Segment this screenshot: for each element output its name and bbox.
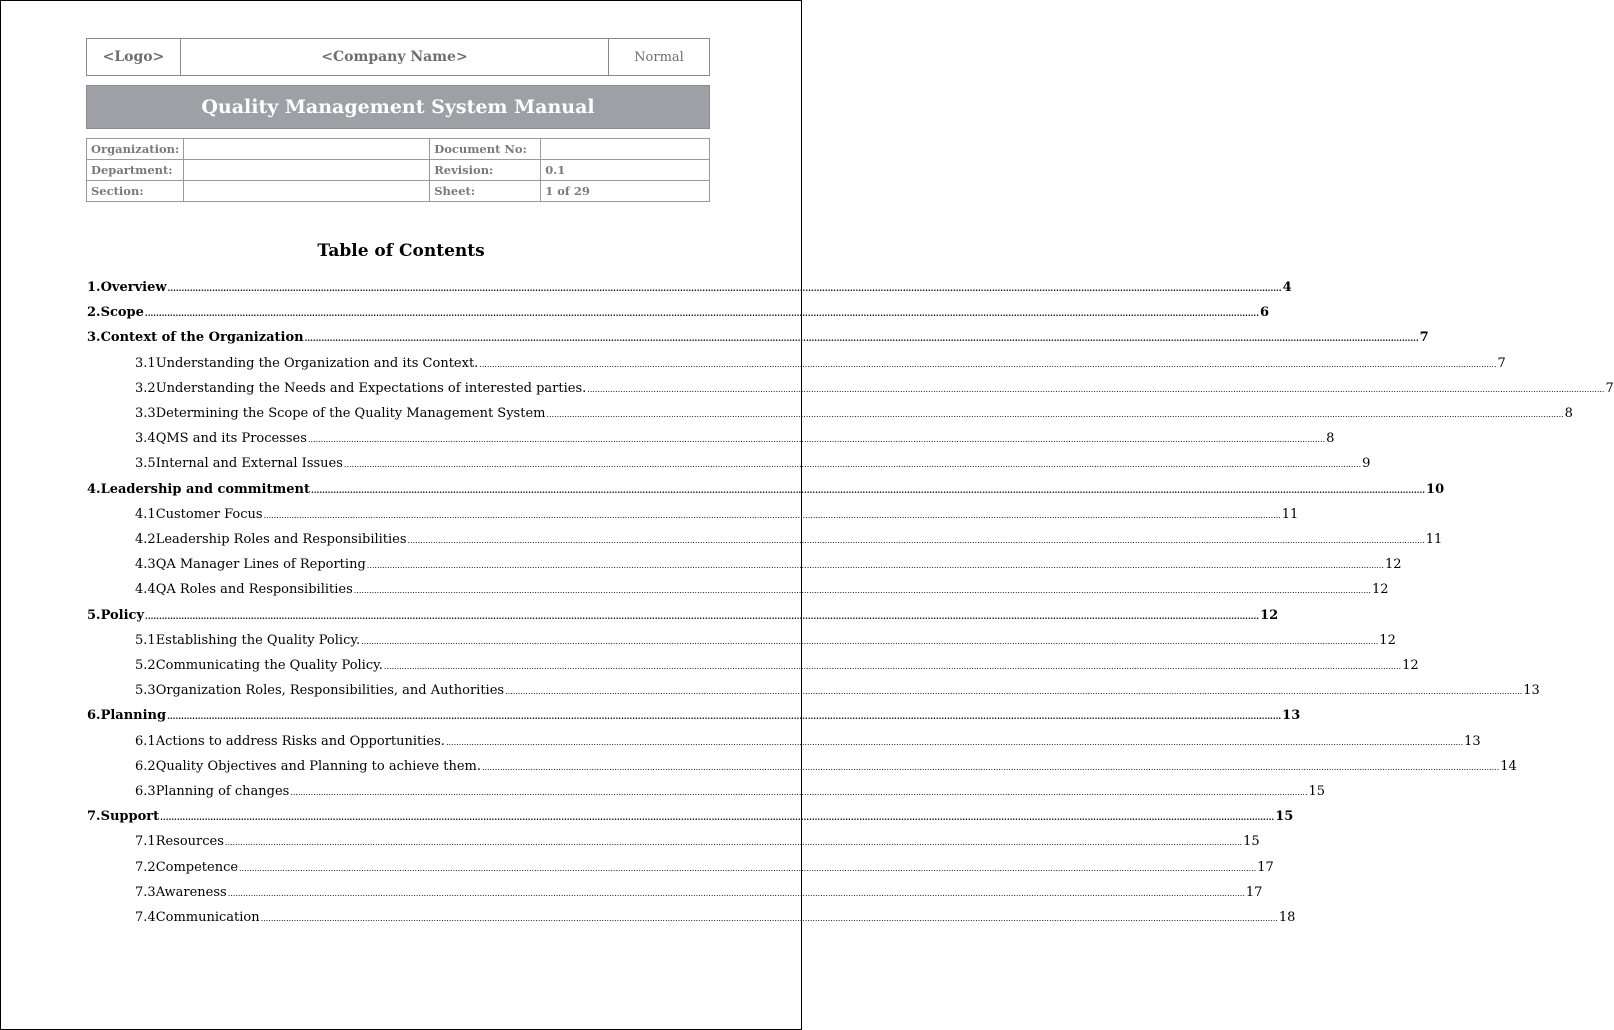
toc-entry-page: 13 <box>1464 733 1481 749</box>
document-no-value <box>541 139 710 160</box>
toc-entry-page: 8 <box>1564 406 1573 421</box>
toc-entry-page: 17 <box>1245 884 1263 900</box>
toc-subsection-entry[interactable] <box>135 884 1263 905</box>
department-value <box>184 160 430 181</box>
toc-entry-title: Leadership and commitment <box>100 481 310 497</box>
toc-entry-number: 5. <box>87 607 101 623</box>
toc-entry-title: Establishing the Quality Policy. <box>155 632 361 648</box>
toc-entry-page: 10 <box>1426 481 1445 497</box>
toc-entry-number: 3.1 <box>135 355 156 371</box>
toc-subsection-entry[interactable] <box>135 355 1506 376</box>
toc-entry-number: 4. <box>87 481 101 497</box>
toc-entry-number: 4.2 <box>135 532 156 547</box>
toc-dot-leader: ................................................................................................................................................................................................................................................................................................................................................................................................................ <box>260 914 1278 923</box>
toc-entry-title: Resources <box>155 834 224 850</box>
toc-entry-page: 15 <box>1308 784 1326 799</box>
toc-entry-page: 7 <box>1605 380 1614 396</box>
toc-dot-leader: ................................................................................................................................................................................................................................................................................................................................................................................................................ <box>224 838 1243 848</box>
document-header <box>86 38 710 76</box>
toc-subsection-entry[interactable] <box>135 784 1326 804</box>
toc-entry-title: Support <box>100 809 160 825</box>
toc-section-entry[interactable] <box>87 708 1301 728</box>
toc-dot-leader: ................................................................................................................................................................................................................................................................................................................................................................................................................ <box>144 308 1259 319</box>
toc-entry-title: Communicating the Quality Policy. <box>155 658 383 673</box>
toc-entry-title: Overview <box>100 280 167 295</box>
toc-entry-title: Determining the Scope of the Quality Management System <box>155 406 546 421</box>
logo-placeholder: <Logo> <box>87 39 181 75</box>
toc-entry-number: 3.2 <box>135 380 156 396</box>
toc-entry-title: Communication <box>155 910 260 925</box>
toc-dot-leader: ................................................................................................................................................................................................................................................................................................................................................................................................................ <box>445 737 1464 747</box>
toc-entry-page: 14 <box>1500 758 1517 774</box>
toc-entry-number: 7.3 <box>135 884 156 900</box>
toc-title: Table of Contents <box>317 241 485 261</box>
toc-entry-title: Internal and External Issues <box>155 456 343 472</box>
toc-entry-page: 13 <box>1282 708 1301 724</box>
toc-entry-title: Leadership Roles and Responsibilities <box>155 532 407 547</box>
toc-subsection-entry[interactable] <box>135 733 1481 754</box>
toc-subsection-entry[interactable] <box>135 910 1296 930</box>
toc-dot-leader: ................................................................................................................................................................................................................................................................................................................................................................................................................ <box>307 435 1326 445</box>
toc-dot-leader: ................................................................................................................................................................................................................................................................................................................................................................................................................ <box>353 586 1371 596</box>
toc-entry-title: Actions to address Risks and Opportunities. <box>155 733 445 749</box>
toc-entry-page: 12 <box>1384 557 1402 573</box>
toc-entry-number: 4.4 <box>135 582 156 598</box>
toc-entry-title: Policy <box>100 607 145 623</box>
document-no-label: Document No: <box>430 139 541 160</box>
toc-dot-leader: ................................................................................................................................................................................................................................................................................................................................................................................................................ <box>310 484 1426 495</box>
toc-subsection-entry[interactable] <box>135 406 1573 426</box>
toc-entry-title: Understanding the Needs and Expectations of interested parties. <box>155 380 587 396</box>
toc-dot-leader: ................................................................................................................................................................................................................................................................................................................................................................................................................ <box>160 812 1275 823</box>
toc-section-entry[interactable] <box>87 330 1429 350</box>
toc-dot-leader: ................................................................................................................................................................................................................................................................................................................................................................................................................ <box>366 561 1384 571</box>
toc-entry-page: 8 <box>1326 431 1335 447</box>
toc-entry-number: 1. <box>87 280 101 295</box>
company-name: <Company Name> <box>181 39 609 75</box>
revision-value: 0.1 <box>541 160 710 181</box>
toc-entry-number: 6.3 <box>135 784 156 799</box>
toc-entry-title: Competence <box>155 859 239 875</box>
toc-entry-title: Customer Focus <box>155 506 263 522</box>
toc-dot-leader: ................................................................................................................................................................................................................................................................................................................................................................................................................ <box>239 863 1257 873</box>
toc-subsection-entry[interactable] <box>135 456 1371 476</box>
toc-dot-leader: ................................................................................................................................................................................................................................................................................................................................................................................................................ <box>407 536 1425 545</box>
sheet-value: 1 of 29 <box>541 181 710 202</box>
toc-entry-title: Organization Roles, Responsibilities, and Authorities <box>155 683 505 699</box>
toc-dot-leader: ................................................................................................................................................................................................................................................................................................................................................................................................................ <box>383 662 1402 671</box>
document-title: Quality Management System Manual <box>86 85 710 129</box>
toc-section-entry[interactable] <box>87 607 1279 628</box>
toc-entry-page: 7 <box>1419 330 1429 346</box>
toc-entry-number: 7.1 <box>135 834 156 850</box>
toc-entry-page: 9 <box>1362 456 1371 472</box>
toc-entry-number: 4.1 <box>135 506 156 522</box>
toc-entry-page: 18 <box>1278 910 1296 925</box>
toc-dot-leader: ................................................................................................................................................................................................................................................................................................................................................................................................................ <box>304 333 1419 344</box>
section-value <box>184 181 430 202</box>
toc-entry-number: 7. <box>87 809 101 825</box>
toc-subsection-entry[interactable] <box>135 506 1299 527</box>
toc-section-entry[interactable] <box>87 305 1270 325</box>
toc-subsection-entry[interactable] <box>135 758 1517 779</box>
toc-subsection-entry[interactable] <box>135 557 1402 577</box>
toc-entry-title: Planning <box>100 708 167 724</box>
revision-label: Revision: <box>430 160 541 181</box>
toc-entry-page: 12 <box>1379 632 1396 648</box>
toc-entry-page: 11 <box>1425 532 1443 547</box>
toc-entry-title: QA Manager Lines of Reporting <box>155 557 366 573</box>
toc-entry-page: 4 <box>1282 280 1292 295</box>
toc-entry-number: 6.1 <box>135 733 156 749</box>
toc-entry-title: QMS and its Processes <box>155 431 307 447</box>
toc-entry-number: 3.5 <box>135 456 156 472</box>
toc-subsection-entry[interactable] <box>135 632 1396 653</box>
toc-dot-leader: ................................................................................................................................................................................................................................................................................................................................................................................................................ <box>361 636 1379 646</box>
toc-dot-leader: ................................................................................................................................................................................................................................................................................................................................................................................................................ <box>167 711 1282 722</box>
toc-entry-page: 6 <box>1259 305 1270 321</box>
organization-value <box>184 139 430 160</box>
toc-dot-leader: ................................................................................................................................................................................................................................................................................................................................................................................................................ <box>343 460 1362 470</box>
toc-entry-number: 5.1 <box>135 632 156 648</box>
toc-subsection-entry[interactable] <box>135 859 1274 880</box>
toc-subsection-entry[interactable] <box>135 380 1614 401</box>
toc-entry-page: 15 <box>1275 809 1294 825</box>
toc-subsection-entry[interactable] <box>135 683 1540 703</box>
toc-entry-page: 11 <box>1281 506 1299 522</box>
toc-entry-page: 13 <box>1523 683 1540 699</box>
toc-entry-number: 5.2 <box>135 658 156 673</box>
toc-entry-number: 3. <box>87 330 101 346</box>
toc-entry-number: 7.2 <box>135 859 156 875</box>
toc-dot-leader: ................................................................................................................................................................................................................................................................................................................................................................................................................ <box>145 610 1260 621</box>
department-label: Department: <box>87 160 184 181</box>
toc-section-entry[interactable] <box>87 481 1445 502</box>
document-meta-table <box>86 138 710 202</box>
toc-section-entry[interactable] <box>87 280 1292 300</box>
toc-entry-page: 17 <box>1257 859 1274 875</box>
toc-entry-title: Awareness <box>155 884 227 900</box>
toc-entry-page: 12 <box>1371 582 1389 598</box>
toc-entry-number: 6.2 <box>135 758 156 774</box>
toc-subsection-entry[interactable] <box>135 834 1260 854</box>
toc-entry-number: 2. <box>87 305 101 321</box>
toc-entry-number: 4.3 <box>135 557 156 573</box>
toc-subsection-entry[interactable] <box>135 431 1335 451</box>
toc-entry-page: 7 <box>1497 355 1506 371</box>
toc-dot-leader: ................................................................................................................................................................................................................................................................................................................................................................................................................ <box>479 359 1497 369</box>
toc-entry-title: Scope <box>100 305 144 321</box>
toc-subsection-entry[interactable] <box>135 582 1389 602</box>
document-status: Normal <box>634 49 684 65</box>
organization-label: Organization: <box>87 139 184 160</box>
toc-entry-title: Understanding the Organization and its Context. <box>155 355 479 371</box>
toc-entry-number: 7.4 <box>135 910 156 925</box>
section-label: Section: <box>87 181 184 202</box>
toc-entry-title: Quality Objectives and Planning to achieve them. <box>155 758 482 774</box>
toc-entry-page: 12 <box>1402 658 1419 673</box>
toc-entry-title: Planning of changes <box>155 784 290 799</box>
toc-entry-number: 5.3 <box>135 683 156 699</box>
toc-dot-leader: ................................................................................................................................................................................................................................................................................................................................................................................................................ <box>482 762 1500 772</box>
toc-subsection-entry[interactable] <box>135 658 1419 678</box>
toc-dot-leader: ................................................................................................................................................................................................................................................................................................................................................................................................................ <box>227 888 1245 898</box>
toc-dot-leader: ................................................................................................................................................................................................................................................................................................................................................................................................................ <box>263 510 1281 520</box>
toc-dot-leader: ................................................................................................................................................................................................................................................................................................................................................................................................................ <box>167 283 1282 293</box>
toc-entry-title: Context of the Organization <box>100 330 304 346</box>
toc-dot-leader: ................................................................................................................................................................................................................................................................................................................................................................................................................ <box>587 384 1605 394</box>
toc-entry-page: 12 <box>1260 607 1279 623</box>
toc-subsection-entry[interactable] <box>135 532 1443 552</box>
toc-dot-leader: ................................................................................................................................................................................................................................................................................................................................................................................................................ <box>505 687 1523 697</box>
toc-dot-leader: ................................................................................................................................................................................................................................................................................................................................................................................................................ <box>546 410 1564 419</box>
toc-entry-title: QA Roles and Responsibilities <box>155 582 353 598</box>
toc-entry-number: 3.3 <box>135 406 156 421</box>
toc-entry-number: 3.4 <box>135 431 156 447</box>
sheet-label: Sheet: <box>430 181 541 202</box>
toc-dot-leader: ................................................................................................................................................................................................................................................................................................................................................................................................................ <box>290 788 1308 797</box>
toc-entry-page: 15 <box>1243 834 1260 850</box>
toc-section-entry[interactable] <box>87 809 1294 829</box>
toc-entry-number: 6. <box>87 708 101 724</box>
